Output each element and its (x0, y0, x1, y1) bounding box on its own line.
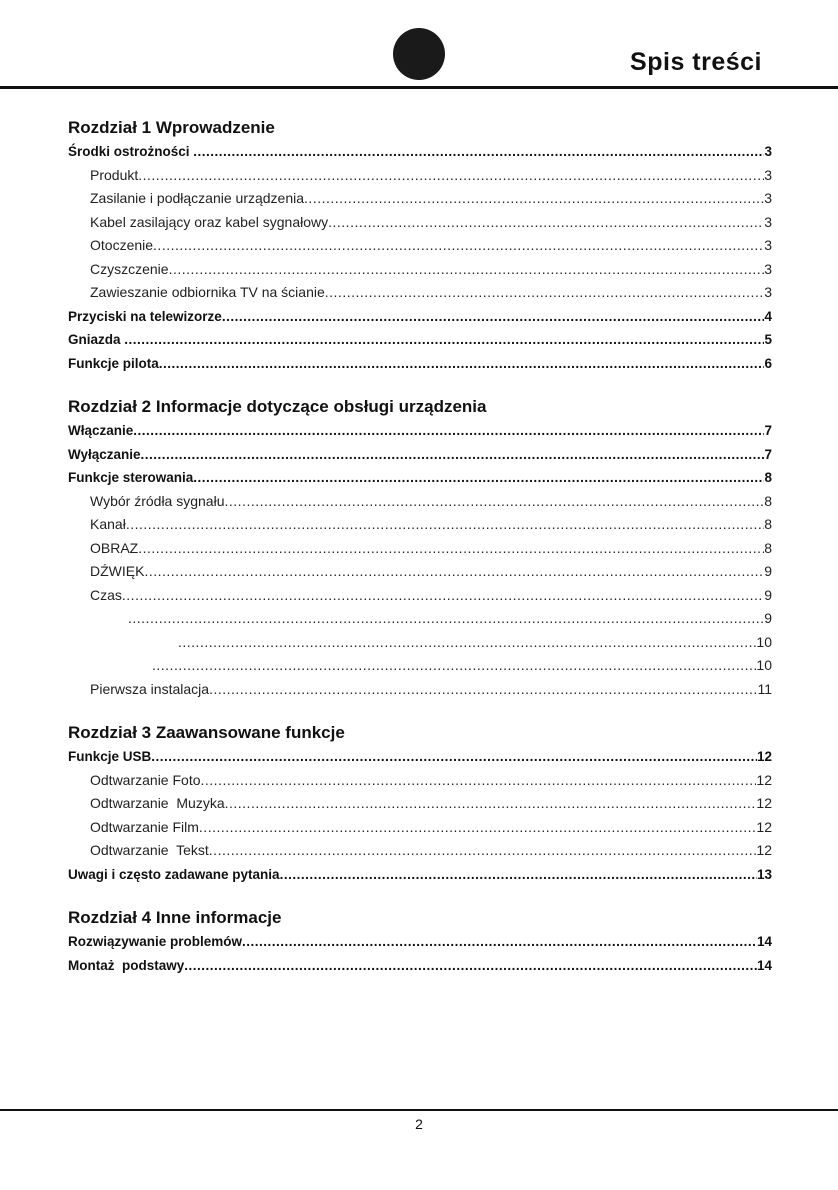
toc-dot-leader (193, 466, 764, 490)
toc-dot-leader (193, 140, 764, 164)
toc-page-number: 10 (756, 657, 772, 673)
toc-entry-label: Wybór źródła sygnału (90, 492, 225, 509)
toc-dot-leader (133, 419, 764, 443)
chapter-title: Rozdział 1 Wprowadzenie (68, 118, 275, 137)
toc-entry[interactable] (68, 352, 772, 376)
toc-dot-leader (151, 745, 757, 769)
toc-entry[interactable] (68, 839, 772, 863)
toc-entry[interactable] (68, 816, 772, 840)
toc-entry-label: Zasilanie i podłączanie urządzenia (90, 190, 305, 206)
toc-entry[interactable] (68, 745, 772, 769)
toc-chapter (68, 721, 772, 886)
toc-page-number: 10 (756, 633, 772, 650)
toc-chapter (68, 906, 772, 977)
toc-entry[interactable] (68, 769, 772, 793)
toc-entry[interactable] (68, 187, 772, 211)
toc-dot-leader (201, 769, 757, 793)
toc-entry[interactable] (68, 281, 772, 305)
toc-entry-label: Przyciski na telewizorze (68, 308, 222, 324)
toc-dot-leader (153, 234, 764, 258)
toc-entry-label: Rozwiązywanie problemów (68, 934, 243, 949)
toc-page-number: 7 (764, 446, 772, 462)
toc-dot-leader (225, 490, 765, 514)
toc-entry[interactable] (68, 258, 772, 282)
toc-page-number: 14 (756, 957, 772, 973)
toc-page-number: 13 (756, 866, 772, 882)
toc-entry[interactable] (68, 631, 772, 655)
toc-entry-label: Kabel zasilający oraz kabel sygnałowy (90, 213, 329, 230)
toc-entry[interactable] (68, 584, 772, 608)
toc-dot-leader (199, 816, 757, 840)
toc-entry[interactable] (68, 513, 772, 537)
toc-page-number: 9 (764, 610, 772, 626)
toc-page-number: 3 (764, 190, 772, 206)
toc-entry[interactable] (68, 164, 772, 188)
toc-entry[interactable] (68, 930, 772, 954)
toc-entry[interactable] (68, 654, 772, 678)
toc-page-number: 8 (764, 492, 772, 509)
toc-entry-label: Czas (90, 586, 122, 603)
toc-entry-label: Montaż podstawy (68, 957, 185, 973)
toc-page-number: 3 (764, 284, 772, 300)
toc-dot-leader (328, 211, 764, 235)
toc-dot-leader (280, 863, 757, 887)
toc-entry-label: Funkcje USB (68, 749, 152, 764)
page-title: Spis treści (630, 48, 762, 76)
toc-entry-label: Produkt (90, 166, 139, 183)
toc-entry[interactable] (68, 305, 772, 329)
toc-page-number: 14 (756, 934, 772, 949)
toc-page-number: 5 (764, 332, 772, 347)
toc-page-number: 3 (764, 237, 772, 253)
toc-entry-label: Czyszczenie (90, 260, 169, 277)
toc-dot-leader (141, 443, 765, 467)
toc-dot-leader (169, 258, 765, 282)
toc-dot-leader (178, 631, 756, 655)
toc-page-number: 3 (764, 260, 772, 277)
toc-page-number: 7 (764, 423, 772, 438)
toc-page-number: 8 (764, 516, 772, 532)
toc-dot-leader (122, 584, 764, 608)
toc-page-number: 12 (756, 842, 772, 858)
toc-entry[interactable] (68, 140, 772, 164)
toc-entry-label: Kanał (90, 516, 126, 532)
page-number: 2 (415, 1116, 423, 1132)
toc-entry[interactable] (68, 211, 772, 235)
toc-page-number: 11 (757, 680, 772, 697)
toc-entry-label: Wyłączanie (68, 446, 141, 462)
toc-dot-leader (126, 513, 764, 537)
toc-dot-leader (138, 164, 764, 188)
toc-entry-label: Odtwarzanie Tekst (90, 842, 209, 858)
toc-page-number: 12 (756, 795, 772, 811)
toc-dot-leader (138, 537, 764, 561)
toc-dot-leader (325, 281, 764, 305)
header-circle-mark (393, 28, 445, 80)
toc-entry[interactable] (68, 328, 772, 352)
toc-entry[interactable] (68, 560, 772, 584)
toc-page-number: 4 (764, 308, 772, 324)
toc-entry-label: Odtwarzanie Muzyka (90, 795, 225, 811)
toc-dot-leader (209, 839, 757, 863)
toc-entry[interactable] (68, 443, 772, 467)
toc-dot-leader (222, 305, 765, 329)
toc-entry-label: Gniazda (68, 332, 125, 347)
chapter-title: Rozdział 3 Zaawansowane funkcje (68, 723, 345, 742)
toc-page-number: 8 (764, 539, 772, 556)
chapter-title: Rozdział 4 Inne informacje (68, 908, 282, 927)
toc-dot-leader (209, 678, 757, 702)
toc-page-number: 6 (764, 355, 772, 371)
toc-entry[interactable] (68, 863, 772, 887)
toc-dot-leader (242, 930, 757, 954)
toc-page-number: 12 (756, 818, 772, 835)
toc-dot-leader (184, 954, 757, 978)
toc-page-number: 9 (764, 586, 772, 603)
chapter-title: Rozdział 2 Informacje dotyczące obsługi urządzenia (68, 397, 487, 416)
toc-entry[interactable] (68, 954, 772, 978)
toc-page-number: 3 (764, 166, 772, 183)
toc-entry[interactable] (68, 792, 772, 816)
toc-page-number: 3 (764, 213, 772, 230)
toc-page-number: 12 (756, 749, 772, 764)
toc-entry-label: Środki ostrożności (68, 144, 194, 159)
toc-entry-label: OBRAZ (90, 539, 139, 556)
toc-entry-label: Funkcje pilota (68, 355, 159, 371)
toc-dot-leader (152, 654, 756, 678)
toc-entry-label: DŹWIĘK (90, 563, 145, 579)
table-of-contents (68, 116, 772, 997)
toc-entry[interactable] (68, 607, 772, 631)
toc-entry[interactable] (68, 490, 772, 514)
toc-dot-leader (144, 560, 764, 584)
toc-dot-leader (159, 352, 765, 376)
toc-entry[interactable] (68, 234, 772, 258)
toc-entry-label: Włączanie (68, 423, 134, 438)
toc-dot-leader (304, 187, 764, 211)
toc-page-number: 3 (764, 144, 772, 159)
footer-divider (0, 1109, 838, 1111)
toc-chapter (68, 395, 772, 701)
header-divider (0, 86, 838, 89)
toc-entry[interactable] (68, 466, 772, 490)
toc-entry[interactable] (68, 537, 772, 561)
toc-entry-label: Funkcje sterowania (68, 470, 194, 485)
toc-page-number: 12 (756, 771, 772, 788)
toc-page-number: 8 (764, 470, 772, 485)
toc-entry-label: Pierwsza instalacja (90, 680, 210, 697)
toc-dot-leader (124, 328, 764, 352)
toc-entry-label: Odtwarzanie Foto (90, 771, 201, 788)
toc-page-number: 9 (764, 563, 772, 579)
toc-dot-leader (128, 607, 764, 631)
toc-entry[interactable] (68, 678, 772, 702)
toc-entry[interactable] (68, 419, 772, 443)
toc-dot-leader (225, 792, 757, 816)
toc-entry-label: Zawieszanie odbiornika TV na ścianie (90, 284, 325, 300)
toc-entry-label: Otoczenie (90, 237, 154, 253)
toc-entry-label: Uwagi i często zadawane pytania (68, 866, 280, 882)
toc-chapter (68, 116, 772, 375)
toc-entry-label: Odtwarzanie Film (90, 818, 199, 835)
